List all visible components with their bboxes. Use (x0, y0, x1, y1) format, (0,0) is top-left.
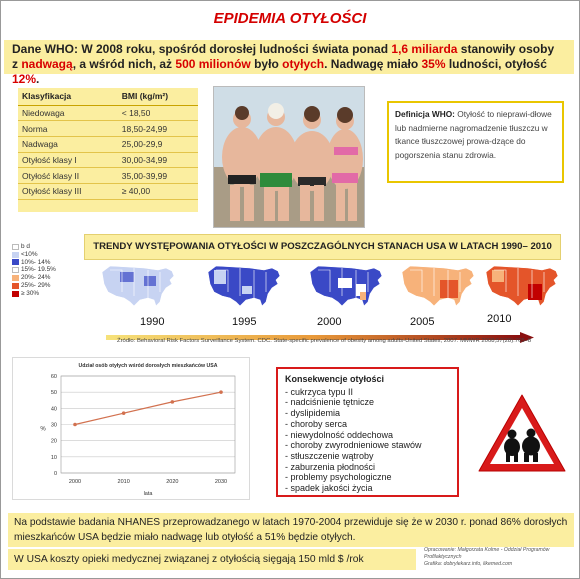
bmi-header-row (18, 88, 198, 105)
year-label: 2005 (410, 316, 435, 328)
bmi-class: Nadwaga (18, 136, 118, 152)
y-axis-label: % (40, 426, 46, 433)
list-item: - zaburzenia płodności (285, 461, 376, 472)
table-row (18, 136, 198, 152)
list-item: - nadciśnienie tętnicze (285, 397, 375, 408)
trend-title: TRENDY WYSTĘPOWANIA OTYŁOŚCI W POSZCZAGÓLNYCH STANACH USA W LATACH 1990– 2010 (84, 234, 561, 260)
legend-label: 25%- 29% (21, 281, 51, 289)
legend-swatch (12, 259, 19, 265)
year-label: 2000 (317, 316, 342, 328)
x-axis-label: lata (143, 491, 153, 497)
who-text: ludności, otyłość (445, 57, 547, 71)
x-tick-label: 2020 (166, 479, 179, 485)
legend-item (12, 251, 56, 259)
legend-label: 15%- 19.5% (21, 266, 56, 274)
x-tick-label: 2010 (117, 479, 130, 485)
list-item: - problemy psychologiczne (285, 472, 392, 483)
definition-text: Otyłość to nieprawi-dłowe lub nadmierne nagromadzenie tłuszczu w tkance tłuszczowej prowa-dzące do pogorszenia stanu zdrowia. (395, 109, 552, 160)
who-highlight: 1,6 miliarda (391, 42, 458, 56)
who-highlight: 35% (421, 57, 446, 71)
map-2005 (402, 266, 474, 306)
who-text: Dane WHO: W 2008 roku, spośród dorosłej ludności świata ponad (12, 42, 392, 56)
nhanes-prediction: Na podstawie badania NHANES przeprowadzanego w latach 1970-2004 przewiduje się że w 2030 r. ponad 86% dorosłych mieszkańców USA będzie miało nadwagę lub otyłość a 51% będzie otyłych. (8, 513, 574, 547)
data-point (122, 411, 126, 415)
bmi-range: 25,00-29,9 (118, 136, 198, 152)
table-row (18, 105, 198, 121)
legend-swatch (12, 267, 19, 273)
table-row (18, 152, 198, 168)
bmi-range: 18,50-24,99 (118, 121, 198, 137)
bmi-class: Otyłość klasy I (18, 152, 118, 168)
legend-swatch (12, 252, 19, 258)
bmi-class: Niedowaga (18, 105, 118, 121)
bmi-range: ≥ 40,00 (118, 183, 198, 199)
legend-swatch (12, 291, 19, 297)
list-item: - cukrzyca typu II (285, 386, 354, 397)
list-item: - spadek jakości życia (285, 483, 373, 494)
map-legend (12, 243, 56, 298)
photo-illustration (214, 87, 365, 228)
legend-item (12, 266, 56, 274)
bmi-range: 35,00-39,99 (118, 168, 198, 184)
bmi-range: < 18,50 (118, 105, 198, 121)
bmi-table (18, 88, 198, 200)
legend-swatch (12, 283, 19, 289)
who-text: było (250, 57, 283, 71)
list-item: - choroby zwyrodnieniowe stawów (285, 440, 422, 451)
page-title: EPIDEMIA OTYŁOŚCI (213, 10, 367, 27)
y-tick-label: 30 (50, 422, 57, 429)
y-tick-label: 40 (50, 406, 57, 413)
who-highlight: otyłych (282, 57, 325, 71)
x-tick-label: 2030 (214, 479, 228, 485)
legend-label: b d (21, 243, 30, 250)
us-maps-row (100, 262, 570, 314)
y-tick-label: 10 (50, 454, 57, 461)
year-label: 2010 (487, 313, 512, 325)
bmi-header-value: BMI (kg/m²) (118, 88, 198, 105)
who-highlight: 12% (12, 72, 37, 86)
consequences-box (276, 367, 459, 497)
chart-svg (13, 358, 249, 499)
legend-item (12, 259, 56, 267)
source-citation: Źródło: Behavioral Risk Factors Surveillance System. CDC. State-specific prevalence of obesity among adults-United States, 2007. MMWR 2008;57(28):765–8 (117, 338, 532, 344)
bmi-table-box (18, 88, 198, 212)
credit-line: Grafika: dobrylekarz.info, likemed.com (424, 560, 513, 567)
who-definition-box (387, 101, 564, 183)
bmi-class: Norma (18, 121, 118, 137)
photo-obese-women (213, 86, 365, 228)
who-text: , a wśród nich, aż (72, 57, 176, 71)
y-tick-label: 20 (50, 438, 57, 445)
year-label: 1990 (140, 316, 165, 328)
table-row (18, 168, 198, 184)
map-2000 (310, 266, 382, 306)
legend-swatch (12, 244, 19, 250)
who-highlight: 500 milionów (175, 57, 251, 71)
data-point (73, 423, 77, 427)
definition-label: Definicja WHO: (395, 109, 455, 119)
consequences-heading: Konsekwencje otyłości (285, 374, 385, 384)
table-row (18, 183, 198, 199)
credits (424, 547, 549, 567)
y-tick-label: 60 (50, 374, 57, 380)
bmi-class: Otyłość klasy II (18, 168, 118, 184)
legend-item (12, 243, 56, 251)
legend-swatch (12, 275, 19, 281)
list-item: - stłuszczenie wątroby (285, 450, 374, 461)
legend-label: 20%- 24% (21, 274, 51, 282)
y-tick-label: 0 (53, 471, 57, 477)
obesity-chart (12, 357, 250, 500)
map-2010 (486, 266, 558, 306)
who-text: . (36, 72, 40, 86)
data-point (171, 400, 175, 404)
year-label: 1995 (232, 316, 257, 328)
legend-label: <10% (21, 250, 38, 258)
who-highlight: nadwagą (21, 57, 73, 71)
legend-label: 10%- 14% (21, 258, 51, 266)
bmi-class: Otyłość klasy III (18, 183, 118, 199)
map-1990 (102, 266, 174, 306)
legend-item (12, 282, 56, 290)
cost-statement: W USA koszty opieki medycznej związanej z otyłością sięgają 150 mld $ /rok (8, 549, 416, 570)
who-text: z (12, 57, 22, 71)
who-banner (4, 40, 574, 86)
who-line-1 (12, 42, 566, 57)
credit-line: Profilaktycznych (424, 553, 462, 560)
legend-item (12, 274, 56, 282)
chart-title: Udział osób otyłych wśród dorosłych mieszkańców USA (78, 363, 218, 369)
credit-line: Opracowanie: Małgorzata Kolme - Oddział Programów (424, 547, 550, 553)
bmi-range: 30,00-34,99 (118, 152, 198, 168)
list-item: - niewydolność oddechowa (285, 429, 394, 440)
warning-sign-icon (475, 391, 569, 475)
x-tick-label: 2000 (68, 479, 82, 485)
who-line-2 (12, 57, 566, 87)
legend-label: ≥ 30% (21, 289, 40, 297)
consequences-list (285, 387, 450, 494)
y-tick-label: 50 (50, 390, 57, 397)
who-text: . Nadwagę miało (324, 57, 422, 71)
list-item: - dyslipidemia (285, 408, 341, 419)
bmi-header-class: Klasyfikacja (18, 88, 118, 105)
who-text: stanowiły osoby (457, 42, 555, 56)
legend-item (12, 290, 56, 298)
map-1995 (208, 266, 280, 306)
list-item: - choroby serca (285, 418, 348, 429)
table-row (18, 121, 198, 137)
data-point (219, 390, 223, 394)
